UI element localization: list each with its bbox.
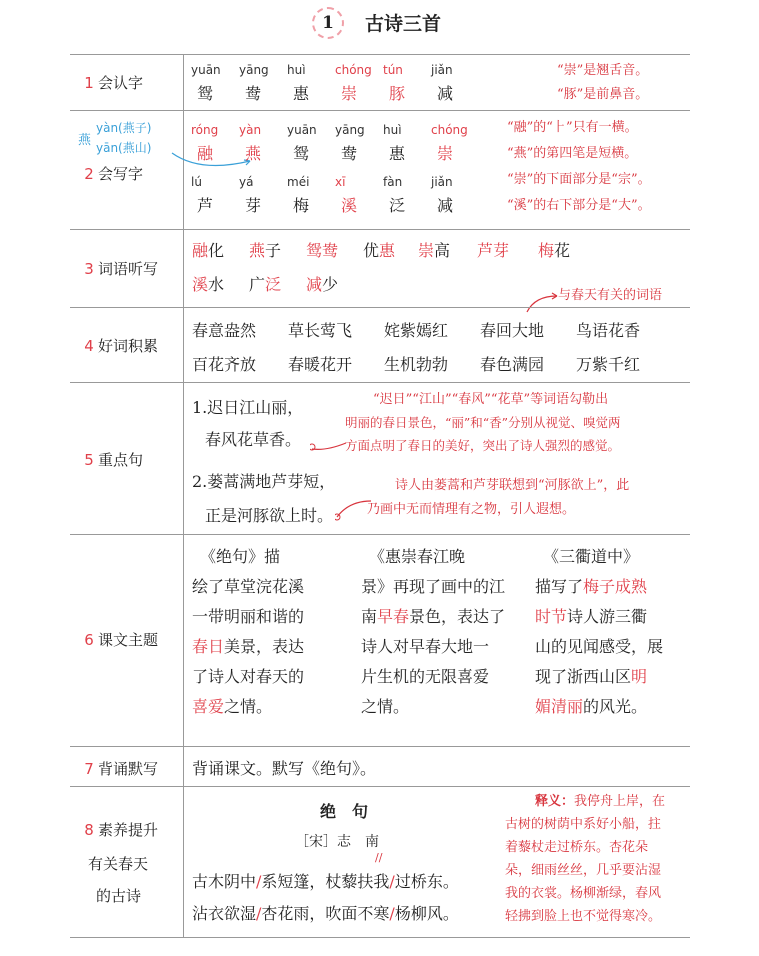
- poem-segment: 杏花雨，吹面不寒: [261, 904, 390, 923]
- hanzi: 减: [437, 196, 454, 215]
- theme-keyword: 时节: [535, 607, 568, 626]
- hanzi: 鸯: [245, 84, 262, 103]
- hanzi: 惠: [293, 84, 310, 103]
- pinyin: fàn: [383, 175, 403, 189]
- theme-text: 之情。: [224, 697, 273, 716]
- hanzi: 燕: [245, 144, 262, 163]
- dictation-word: [249, 272, 281, 295]
- row-number: 7: [84, 760, 94, 778]
- good-word: 百花齐放: [192, 355, 257, 374]
- theme-line: [535, 662, 663, 692]
- note-line: 明丽的春日景色，“丽”和“香”分别从视觉、嗅觉两: [345, 415, 621, 430]
- dictation-word-red: 梅: [538, 241, 555, 260]
- theme-text: 诗人游三衢: [567, 607, 648, 626]
- dictation-word: [477, 238, 509, 261]
- hanzi: 溪: [341, 196, 358, 215]
- themes-cell: [185, 535, 690, 746]
- theme-text: 景》再现了画中的江: [361, 577, 506, 596]
- dictation-word: [418, 238, 450, 261]
- dictation-word-black: 子: [265, 241, 282, 260]
- pinyin: yuān: [287, 123, 317, 137]
- theme-text: 之情。: [361, 697, 410, 716]
- good-word: 春暖花开: [288, 355, 353, 374]
- row-number: 1: [84, 74, 94, 92]
- good-word: 鸟语花香: [576, 321, 641, 340]
- theme-text: 山的见闻感受，展: [535, 637, 664, 656]
- theme-text: 美景，表达: [224, 637, 305, 656]
- note-line: “迟日”“江山”“春风”“花草”等词语勾勒出: [373, 392, 609, 407]
- sentence-line: 正是河豚欲上时。: [205, 506, 334, 525]
- theme-text: 《绝句》描: [192, 547, 281, 566]
- dictation-word: [538, 238, 570, 261]
- recognize-chars-cell: [185, 55, 690, 110]
- dictation-word-black: 少: [322, 275, 339, 294]
- hanzi: 鸯: [341, 144, 358, 163]
- row-label: 会写字: [98, 165, 144, 183]
- note-line: “燕”的第四笔是短横。: [507, 146, 638, 161]
- poem-segment: 系短篷，杖藜扶我: [261, 872, 390, 891]
- row-sublabel: 的古诗: [96, 887, 142, 905]
- dictation-word-red: 减: [306, 275, 323, 294]
- good-word: 草长莺飞: [288, 321, 353, 340]
- poem-segment: 沾衣欲湿: [192, 904, 257, 923]
- dictation-word: [192, 272, 224, 295]
- pinyin: lú: [191, 175, 202, 189]
- row-label: 词语听写: [98, 260, 159, 278]
- theme-text: 绘了草堂浣花溪: [192, 577, 305, 596]
- annotation-curve-icon: [335, 495, 375, 523]
- theme-line: [361, 692, 505, 722]
- pinyin: chóng: [431, 123, 468, 137]
- polyphone-reading: yān(燕山): [96, 141, 152, 155]
- theme-line: [192, 692, 304, 722]
- dictation-word-red: 溪: [192, 275, 209, 294]
- theme-line: [535, 692, 663, 722]
- extension-poem-cell: [185, 787, 690, 937]
- row-number: 8: [84, 821, 94, 839]
- theme-keyword: 媚清丽: [535, 697, 584, 716]
- theme-text: 的风光。: [583, 697, 648, 716]
- note-line: “豚”是前鼻音。: [557, 87, 649, 102]
- rhythm-slash: /: [256, 904, 262, 923]
- dictation-word-red: 燕: [249, 241, 266, 260]
- theme-text: 《惠崇春江晚: [361, 547, 466, 566]
- dictation-word-red: 惠: [379, 241, 396, 260]
- row-key-sentences: [70, 382, 690, 534]
- polyphone-char: 燕: [78, 133, 92, 148]
- note-line: “崇”的下面部分是“宗”。: [507, 172, 651, 187]
- dictation-word: [192, 238, 224, 261]
- pinyin: jiǎn: [431, 175, 453, 189]
- row-number: 2: [84, 165, 94, 183]
- theme-text: 片生机的无限喜爱: [361, 667, 490, 686]
- pinyin: huì: [287, 63, 306, 77]
- theme-keyword: 喜爱: [192, 697, 225, 716]
- theme-line: [192, 602, 304, 632]
- write-chars-cell: [185, 111, 690, 229]
- row-number: 4: [84, 337, 94, 355]
- good-word: 生机勃勃: [384, 355, 449, 374]
- note-line: 方面点明了春日的美好，突出了诗人强烈的感觉。: [345, 438, 621, 453]
- hanzi: 减: [437, 84, 454, 103]
- recite-text: 背诵课文。默写《绝句》。: [192, 759, 377, 778]
- row-themes: [70, 534, 690, 746]
- note-line: 古树的树荫中系好小船，拄: [505, 817, 662, 832]
- theme-column-jueju: [192, 542, 304, 722]
- theme-keyword: 早春: [377, 607, 410, 626]
- row-number: 6: [84, 631, 94, 649]
- rhythm-slash: /: [256, 872, 262, 891]
- good-word: 春意盎然: [192, 321, 257, 340]
- poem-line: [192, 869, 459, 892]
- dictation-word-red: 鸳鸯: [306, 241, 339, 260]
- key-sentences-cell: [185, 383, 690, 534]
- theme-text: 诗人对早春大地一: [361, 637, 490, 656]
- theme-text: 《三衢道中》: [535, 547, 640, 566]
- theme-text: 景色，表达了: [409, 607, 506, 626]
- tone-mark: //: [375, 851, 383, 864]
- hanzi: 惠: [389, 144, 406, 163]
- row-label: 素养提升: [98, 821, 159, 839]
- theme-line: [535, 572, 663, 602]
- note-line: 朵，细雨丝丝，几乎要沾湿: [505, 863, 662, 878]
- theme-text: 现了浙西山区: [535, 667, 632, 686]
- spring-words-note: 与春天有关的词语: [558, 288, 663, 303]
- row-label: 好词积累: [98, 337, 159, 355]
- hanzi: 崇: [437, 144, 454, 163]
- theme-line: [192, 572, 304, 602]
- theme-text: 描写了: [535, 577, 584, 596]
- rhythm-slash: /: [389, 904, 395, 923]
- theme-text: 南: [361, 607, 378, 626]
- pinyin: yá: [239, 175, 254, 189]
- good-word: 姹紫嫣红: [384, 321, 449, 340]
- theme-line: [535, 602, 663, 632]
- note-line: 诗人由蒌蒿和芦芽联想到“河豚欲上”，此: [395, 478, 630, 493]
- row-good-words: [70, 307, 690, 382]
- dictation-word: [306, 272, 338, 295]
- annotation-curve-icon: [310, 431, 350, 453]
- theme-keyword: 梅子成熟: [583, 577, 648, 596]
- theme-line: [361, 662, 505, 692]
- hanzi: 崇: [341, 84, 358, 103]
- row-label: 背诵默写: [98, 760, 159, 778]
- dictation-word-red: 泛: [265, 275, 282, 294]
- theme-text: 了诗人对春天的: [192, 667, 305, 686]
- theme-line: [192, 542, 304, 572]
- poem-segment: 过桥东。: [394, 872, 459, 891]
- pinyin: xī: [335, 175, 346, 189]
- note-line: 释义：我停舟上岸，在: [535, 794, 666, 809]
- note-line: “溪”的右下部分是“大”。: [507, 198, 651, 213]
- theme-column-huichong: [361, 542, 505, 722]
- row-sublabel: 有关春天: [88, 855, 149, 873]
- dictation-word-black: 优: [363, 241, 380, 260]
- pinyin: huì: [383, 123, 402, 137]
- dictation-word-black: 水: [208, 275, 225, 294]
- theme-line: [361, 542, 505, 572]
- row-number: 3: [84, 260, 94, 278]
- rhythm-slash: /: [389, 872, 395, 891]
- hanzi: 芦: [197, 196, 214, 215]
- lesson-number-badge: 1: [312, 7, 344, 39]
- dictation-word-red: 芦芽: [477, 241, 510, 260]
- pinyin: yāng: [239, 63, 269, 77]
- row-label: 会认字: [98, 74, 144, 92]
- theme-line: [361, 632, 505, 662]
- poem-author: ［宋］志 南: [295, 834, 379, 850]
- header: [0, 0, 759, 48]
- row-number: 5: [84, 451, 94, 469]
- row-recite: [70, 746, 690, 786]
- pinyin: jiǎn: [431, 63, 453, 77]
- theme-keyword: 春日: [192, 637, 225, 656]
- pinyin: tún: [383, 63, 403, 77]
- note-line: “崇”是翘舌音。: [557, 63, 649, 78]
- page-title: 古诗三首: [365, 13, 442, 35]
- pinyin: méi: [287, 175, 310, 189]
- note-line: 着藜杖走过桥东。杏花朵: [505, 840, 649, 855]
- row-label: 重点句: [98, 451, 144, 469]
- dictation-word-black: 广: [249, 275, 266, 294]
- poem-line: [192, 901, 459, 924]
- hanzi: 梅: [293, 196, 310, 215]
- theme-line: [192, 662, 304, 692]
- note-line: “融”的“⺊”只有一横。: [507, 120, 638, 135]
- hanzi: 鸳: [197, 84, 214, 103]
- poem-segment: 古木阴中: [192, 872, 257, 891]
- dictation-word: [306, 238, 338, 261]
- theme-line: [535, 632, 663, 662]
- row-extension: [70, 786, 690, 938]
- polyphone-reading: yàn(燕子): [96, 121, 152, 135]
- pinyin: yāng: [335, 123, 365, 137]
- dictation-word-black: 化: [208, 241, 225, 260]
- hanzi: 豚: [389, 84, 406, 103]
- sentence-line: 春风花草香。: [205, 430, 302, 449]
- note-line: 我的衣裳。杨柳渐绿，春风: [505, 886, 662, 901]
- good-word: 春回大地: [480, 321, 545, 340]
- note-line: 乃画中无而情理有之物，引人遐想。: [367, 502, 576, 517]
- dictation-word: [363, 238, 395, 261]
- dictation-word-red: 融: [192, 241, 209, 260]
- sentence-line: 2.蒌蒿满地芦芽短，: [192, 472, 336, 491]
- dictation-word-black: 高: [434, 241, 451, 260]
- theme-line: [192, 632, 304, 662]
- hanzi: 融: [197, 144, 214, 163]
- hanzi: 鸳: [293, 144, 310, 163]
- note-line: 轻拂到脸上也不觉得寒冷。: [505, 909, 662, 924]
- theme-text: 一带明丽和谐的: [192, 607, 305, 626]
- hanzi: 芽: [245, 196, 262, 215]
- good-words-cell: [185, 308, 690, 382]
- theme-line: [535, 542, 663, 572]
- theme-column-sanqu: [535, 542, 663, 722]
- pinyin: yuān: [191, 63, 221, 77]
- row-recognize-chars: [70, 54, 690, 110]
- theme-line: [361, 602, 505, 632]
- theme-line: [361, 572, 505, 602]
- row-label: 课文主题: [98, 631, 159, 649]
- pinyin: yàn: [239, 123, 262, 137]
- good-word: 万紫千红: [576, 355, 641, 374]
- poem-title: 绝 句: [320, 802, 369, 821]
- pinyin: róng: [191, 123, 219, 137]
- dictation-word: [249, 238, 281, 261]
- hanzi: 泛: [389, 196, 406, 215]
- good-word: 春色满园: [480, 355, 545, 374]
- dictation-word-black: 花: [554, 241, 571, 260]
- sentence-line: 1.迟日江山丽，: [192, 398, 304, 417]
- poem-segment: 杨柳风。: [394, 904, 459, 923]
- dictation-word-red: 崇: [418, 241, 435, 260]
- row-write-chars: [70, 110, 690, 229]
- theme-keyword: 明: [631, 667, 648, 686]
- pinyin: chóng: [335, 63, 372, 77]
